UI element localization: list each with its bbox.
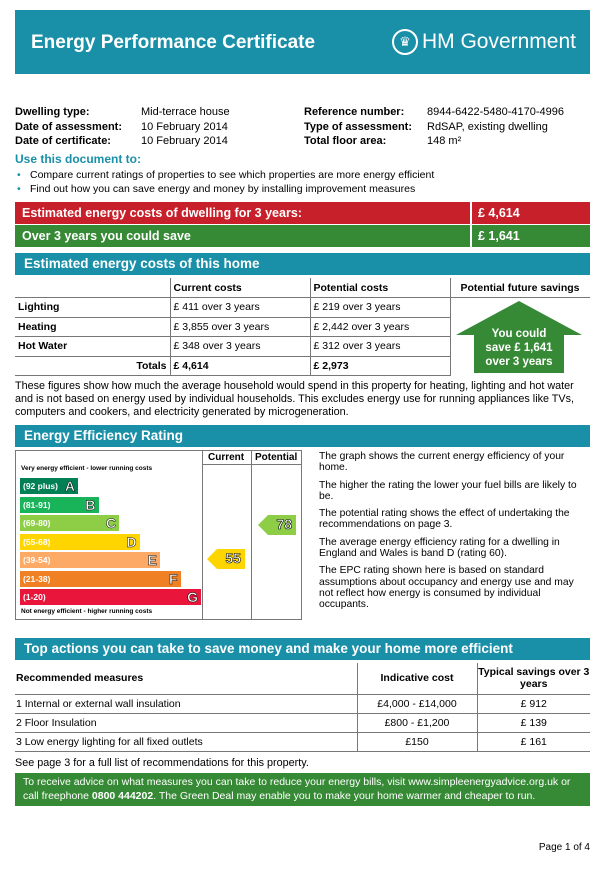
info-value: RdSAP, existing dwelling — [427, 120, 548, 133]
info-label: Date of assessment: — [15, 120, 122, 133]
recommendations-table — [15, 663, 590, 752]
info-label: Date of certificate: — [15, 135, 111, 147]
rating-band-f — [20, 571, 181, 587]
info-row — [15, 120, 230, 135]
band-range: (39-54) — [23, 555, 51, 565]
band-letter: B — [85, 496, 96, 513]
inefficient-note: Not energy efficient - higher running costs — [21, 608, 153, 615]
rating-band-g — [20, 589, 201, 605]
current-header: Current — [208, 452, 245, 463]
costs-section-title: Estimated energy costs of this home — [15, 253, 590, 275]
dwelling-info-right — [304, 105, 564, 149]
rating-band-b — [20, 497, 99, 513]
table-row — [15, 317, 450, 337]
potential-rating-arrow — [258, 515, 296, 535]
table-header-row — [15, 663, 590, 694]
table-header — [15, 278, 170, 298]
hm-government-logo — [392, 29, 576, 55]
measure-cell: 1 Internal or external wall insulation — [15, 694, 357, 713]
band-letter: D — [126, 533, 137, 550]
totals-potential: £ 2,973 — [310, 356, 450, 376]
info-row — [304, 105, 564, 120]
dwelling-info-left — [15, 105, 230, 149]
cost-cell: £150 — [357, 732, 477, 751]
rating-band-d — [20, 534, 140, 550]
band-range: (81-91) — [23, 499, 51, 510]
energy-rating-chart — [15, 450, 302, 620]
band-letter: A — [64, 478, 75, 494]
band-range: (21-38) — [23, 573, 51, 584]
potential-cost: £ 2,442 over 3 years — [310, 317, 450, 337]
current-cost: £ 411 over 3 years — [170, 298, 310, 318]
rating-explanation — [319, 451, 589, 617]
band-letter: G — [187, 589, 198, 605]
savings-cell: £ 139 — [477, 713, 590, 732]
costs-explanation: These figures show how much the average household would spend in this property for heating, lighting and hot water and is not based on energy used by individual households. This excludes energy use for running appliances like TVs, computers and cookers, and electricity generated by microgeneration. — [15, 380, 574, 418]
cost-cell: £4,000 - £14,000 — [357, 694, 477, 713]
info-label: Type of assessment: — [304, 120, 413, 133]
band-range: (1-20) — [23, 592, 46, 602]
costs-table — [15, 278, 451, 376]
savings-cell: £ 161 — [477, 732, 590, 751]
use-document-list — [15, 169, 434, 196]
table-header: Potential costs — [310, 278, 450, 298]
could-save-value: £ 1,641 — [470, 225, 590, 247]
info-label: Total floor area: — [304, 135, 387, 147]
list-item: • Compare current ratings of properties to see which properties are more energy efficient — [15, 169, 434, 183]
royal-crest-icon: ♛ — [392, 29, 418, 55]
current-cost: £ 348 over 3 years — [170, 337, 310, 357]
table-row — [15, 694, 590, 713]
current-column — [202, 451, 251, 619]
info-row — [304, 134, 564, 149]
potential-header: Potential — [255, 452, 298, 463]
savings-cell: £ 912 — [477, 694, 590, 713]
freephone-number: 0800 444202 — [91, 789, 154, 802]
rating-text: The average energy efficiency rating for a dwelling in England and Wales is band D (rating 60). — [319, 536, 560, 560]
cost-label: Hot Water — [15, 337, 170, 357]
rating-band-c — [20, 515, 119, 531]
certificate-header — [15, 10, 590, 74]
band-range: (69-80) — [23, 518, 51, 528]
cost-label: Heating — [15, 317, 170, 337]
table-row — [15, 732, 590, 751]
list-item: • Find out how you can save energy and money by installing improvement measures — [15, 183, 434, 197]
future-savings-line: save £ 1,641 — [485, 342, 553, 354]
band-range: (55-68) — [23, 536, 51, 547]
advice-box — [15, 773, 590, 806]
estimated-costs-label: Estimated energy costs of dwelling for 3 years: — [22, 206, 302, 220]
info-label: Reference number: — [304, 106, 405, 118]
table-row — [15, 298, 450, 318]
use-document-title: Use this document to: — [15, 152, 142, 166]
column-header-divider — [202, 464, 302, 465]
cost-cell: £800 - £1,200 — [357, 713, 477, 732]
could-save-label: Over 3 years you could save — [22, 229, 191, 243]
info-value: 10 February 2014 — [141, 120, 228, 133]
rating-band-a — [20, 478, 78, 494]
info-row — [15, 105, 230, 120]
future-savings-text — [456, 327, 582, 369]
info-value: Mid-terrace house — [141, 106, 230, 118]
current-rating-arrow-value: 55 — [225, 550, 241, 566]
page-title: Energy Performance Certificate — [31, 32, 316, 53]
info-label: Dwelling type: — [15, 106, 90, 118]
see-page-note: See page 3 for a full list of recommendations for this property. — [15, 757, 309, 769]
hm-government-text: HM Government — [421, 30, 576, 53]
actions-section-title: Top actions you can take to save money and make your home more efficient — [15, 638, 590, 660]
totals-label: Totals — [15, 356, 170, 376]
info-row — [15, 134, 230, 149]
info-value: 148 m² — [427, 135, 462, 147]
table-row — [15, 337, 450, 357]
totals-current: £ 4,614 — [170, 356, 310, 376]
table-header: Indicative cost — [357, 663, 477, 694]
could-save-bar — [15, 225, 590, 247]
efficient-note: Very energy efficient - lower running costs — [21, 465, 153, 472]
rating-section-title: Energy Efficiency Rating — [15, 425, 590, 447]
rating-text: The potential rating shows the effect of undertaking the recommendations on page 3. — [319, 508, 570, 531]
potential-cost: £ 219 over 3 years — [310, 298, 450, 318]
info-value: 8944-6422-5480-4170-4996 — [427, 106, 565, 118]
measure-cell: 3 Low energy lighting for all fixed outlets — [15, 732, 357, 751]
measure-cell: 2 Floor Insulation — [15, 713, 357, 732]
advice-text: To receive advice on what measures you can take to reduce your energy bills, visit www.simpleenergyadvice.org.uk or call freephone — [23, 776, 571, 802]
info-value: 10 February 2014 — [141, 135, 228, 147]
table-row — [15, 713, 590, 732]
rating-text: The graph shows the current energy efficiency of your home. — [319, 451, 565, 474]
band-range: (92 plus) — [23, 481, 58, 491]
band-letter: C — [105, 515, 116, 531]
future-savings-line: You could — [491, 328, 547, 340]
rating-band-e — [20, 552, 160, 568]
totals-row — [15, 356, 450, 376]
future-savings-line: over 3 years — [485, 356, 553, 368]
current-cost: £ 3,855 over 3 years — [170, 317, 310, 337]
table-header: Current costs — [170, 278, 310, 298]
cost-label: Lighting — [15, 298, 170, 318]
estimated-costs-bar — [15, 202, 590, 224]
band-letter: E — [147, 552, 157, 568]
table-header: Recommended measures — [15, 663, 357, 694]
info-row — [304, 120, 564, 135]
potential-cost: £ 312 over 3 years — [310, 337, 450, 357]
table-header: Typical savings over 3 years — [477, 663, 590, 694]
page-number: Page 1 of 4 — [538, 842, 590, 853]
rating-text: The EPC rating shown here is based on standard assumptions about occupancy and energy use and may not reflect how energy is consumed by individual occupants. — [319, 565, 574, 611]
rating-text: The higher the rating the lower your fuel bills are likely to be. — [319, 479, 577, 502]
band-letter: F — [168, 570, 178, 587]
potential-rating-arrow-value: 78 — [276, 516, 292, 533]
future-savings-header: Potential future savings — [450, 278, 590, 298]
current-rating-arrow — [207, 549, 245, 569]
estimated-costs-value: £ 4,614 — [470, 202, 590, 224]
advice-text-end: . The Green Deal may enable you to make your home warmer and cheaper to run. — [153, 789, 536, 802]
table-header-row — [15, 278, 450, 298]
